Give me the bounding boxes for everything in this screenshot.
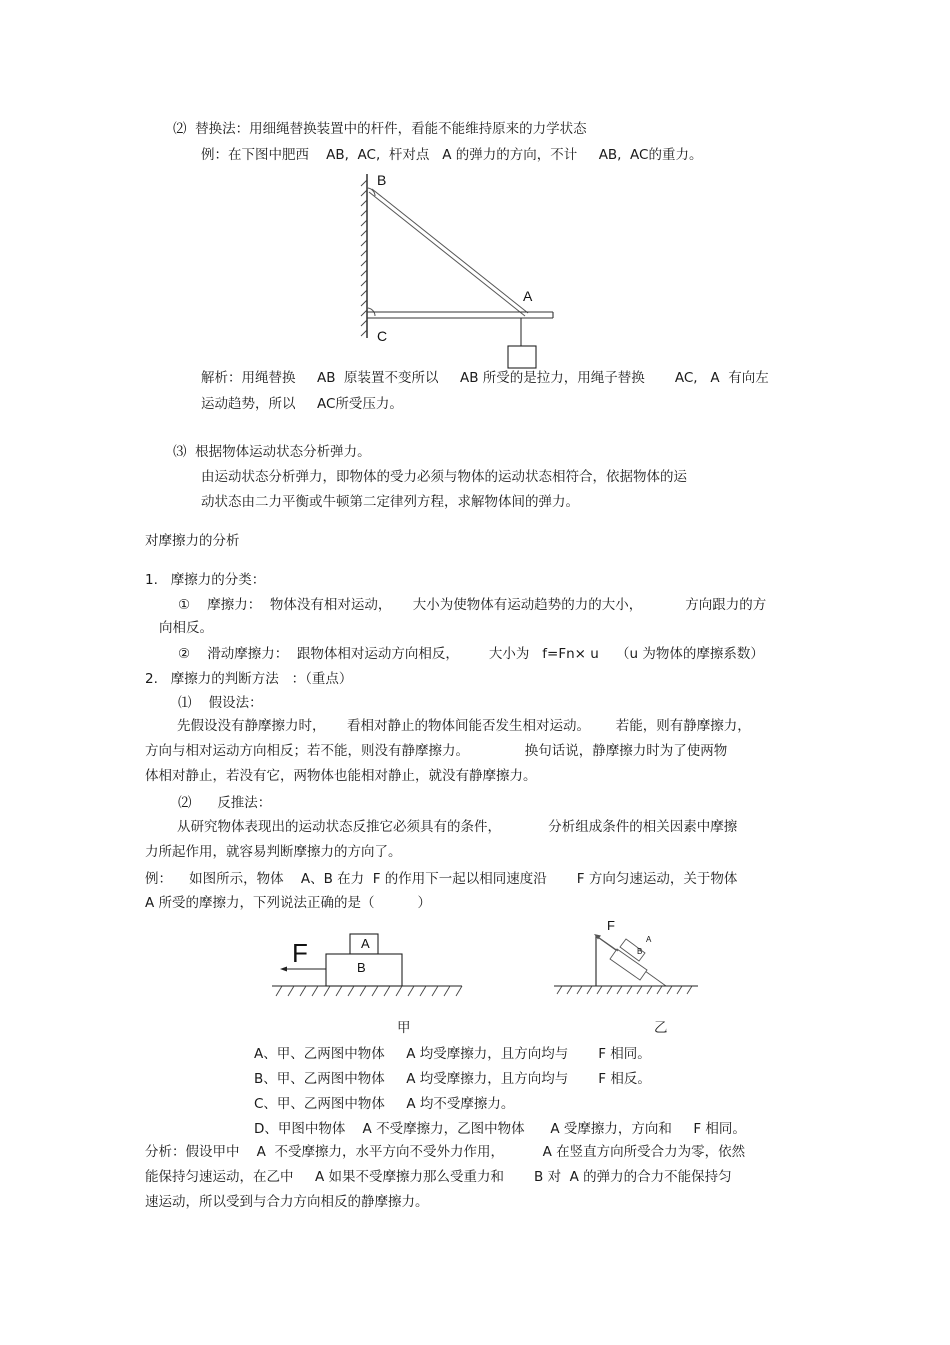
option-a: A、甲、乙两图中物体 A 均受摩擦力，且方向均与 F 相同。 [254,1046,651,1062]
hanging-weight [508,346,536,368]
option-d: D、甲图中物体 A 不受摩擦力，乙图中物体 A 受摩擦力，方向和 F 相同。 [254,1121,746,1137]
hinge-b [367,188,375,196]
friction-classification-heading: 1. 摩擦力的分类： [145,572,266,588]
assumption-line-3: 体相对静止，若没有它，两物体也能相对静止，就没有静摩擦力。 [145,768,537,784]
analysis-2-line-2: 能保持匀速运动，在乙中 A 如果不受摩擦力那么受重力和 B 对 A 的弹力的合力不能保持匀 [145,1169,732,1185]
method-3-heading: ⑶ 根据物体运动状态分析弹力。 [173,444,371,460]
analysis-2-line-1: 分析：假设甲中 A 不受摩擦力，水平方向不受外力作用， A 在竖直方向所受合力为零，依然 [145,1144,746,1160]
ground [272,986,462,996]
caption-yi: 乙 [654,1020,668,1036]
force-label-yi: F [607,918,615,933]
analysis-line-2: 运动趋势，所以 AC所受压力。 [201,396,403,412]
method-3-line-1: 由运动状态分析弹力，即物体的受力必须与物体的运动状态相符合，依据物体的运 [201,469,687,485]
rod-ab [369,189,528,316]
static-friction-line-2: 向相反。 [159,620,213,636]
figure-yi [550,920,710,1002]
example-question-line-2: A 所受的摩擦力，下列说法正确的是（ ） [145,895,431,911]
label-b: B [377,172,387,188]
sliding-friction-line: ② 滑动摩擦力： 跟物体相对运动方向相反， 大小为 f=Fn× u （u 为物体的摩擦系数） [178,646,764,662]
section-title-friction: 对摩擦力的分析 [145,533,240,549]
method-3-line-2: 动状态由二力平衡或牛顿第二定律列方程，求解物体间的弹力。 [201,494,579,510]
block-b-label-jia: B [357,960,366,975]
blocks-on-incline [610,939,647,980]
analysis-line-1: 解析：用绳替换 AB 原装置不变所以 AB 所受的是拉力，用绳子替换 AC, A 有向左 [201,370,769,386]
example-text: 例：在下图中肥西 AB, AC, 杆对点 A 的弹力的方向，不计 AB, AC的重力。 [201,147,703,163]
inverse-method-heading: ⑵ 反推法： [178,795,272,811]
block-b-label-yi: B [637,947,643,956]
option-b: B、甲、乙两图中物体 A 均受摩擦力，且方向均与 F 相反。 [254,1071,651,1087]
rod-ac [367,312,553,318]
inverse-line-2: 力所起作用，就容易判断摩擦力的方向了。 [145,844,402,860]
wall [361,174,367,338]
option-c: C、甲、乙两图中物体 A 均不受摩擦力。 [254,1096,515,1112]
block-a-label-jia: A [361,936,370,951]
static-friction-line-1: ① 摩擦力： 物体没有相对运动， 大小为使物体有运动趋势的力的大小， 方向跟力的方 [178,597,767,613]
force-label-jia: F [292,938,308,968]
analysis-2-line-3: 速运动，所以受到与合力方向相反的静摩擦力。 [145,1194,429,1210]
label-a: A [523,288,533,304]
assumption-line-1: 先假设没有静摩擦力时， 看相对静止的物体间能否发生相对运动。 若能，则有静摩擦力， [177,718,751,734]
block-a-label-yi: A [646,935,652,944]
example-question-line-1: 例： 如图所示，物体 A、B 在力 F 的作用下一起以相同速度沿 F 方向匀速运动，关于物体 [145,871,738,887]
label-c: C [377,328,388,344]
method-2-heading: ⑵ 替换法：用细绳替换装置中的杆件，看能不能维持原来的力学状态 [173,121,587,137]
inverse-line-1: 从研究物体表现出的运动状态反推它必须具有的条件， 分析组成条件的相关因素中摩擦 [177,819,738,835]
assumption-method-heading: ⑴ 假设法： [178,695,263,711]
friction-judgement-heading: 2. 摩擦力的判断方法 ：（重点） [145,671,353,687]
assumption-line-2: 方向与相对运动方向相反；若不能，则没有静摩擦力。 换句话说，静摩擦力时为了使两物 [145,743,728,759]
force-arrow [594,934,618,951]
ground [554,986,698,994]
caption-jia: 甲 [397,1020,411,1036]
